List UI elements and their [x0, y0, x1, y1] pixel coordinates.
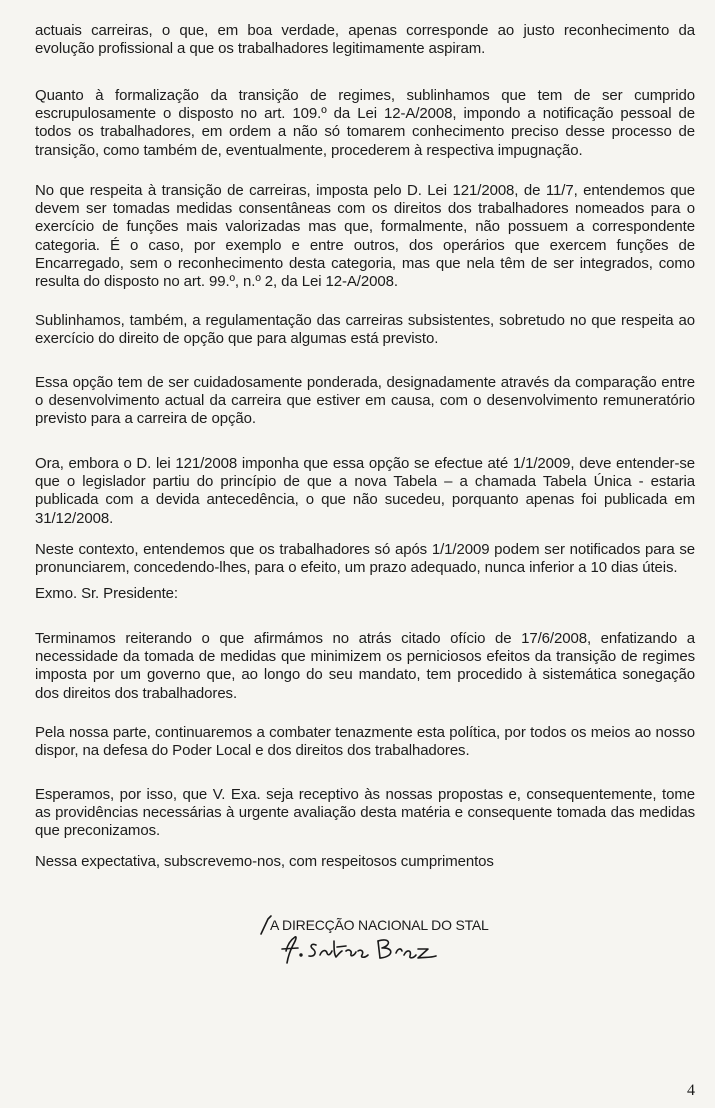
page-number: 4: [687, 1082, 695, 1099]
salutation: Exmo. Sr. Presidente:: [35, 585, 178, 602]
paragraph: Neste contexto, entendemos que os trabalhadores só após 1/1/2009 podem ser notificados para se pronunciarem, concedendo-lhes, para o efeito, um prazo adequado, nunca inferior a 10 dias úteis.: [35, 541, 695, 577]
paragraph: Pela nossa parte, continuaremos a combater tenazmente esta política, por todos os meios ao nosso dispor, na defesa do Poder Local e dos direitos dos trabalhadores.: [35, 724, 695, 760]
paragraph: Essa opção tem de ser cuidadosamente ponderada, designadamente através da comparação entre o desenvolvimento actual da carreira que estiver em causa, com o desenvolvimento remuneratório previsto para a carreira de opção.: [35, 374, 695, 428]
paragraph: No que respeita à transição de carreiras, imposta pelo D. Lei 121/2008, de 11/7, entendemos que devem ser tomadas medidas consentâneas com os direitos dos trabalhadores nomeados para o exercício de funções mais valorizadas mas que, formalmente, não possuem a correspondente categoria. É o caso, por exemplo e entre outros, dos operários que exercem funções de Encarregado, sem o reconhecimento desta categoria, mas que nela têm de ser integrados, como resulta do disposto no art. 99.º, n.º 2, da Lei 12-A/2008.: [35, 182, 695, 291]
closing-line: Nessa expectativa, subscrevemo-nos, com respeitosos cumprimentos: [35, 853, 494, 870]
signature-label: A DIRECÇÃO NACIONAL DO STAL: [270, 917, 489, 933]
handwritten-signature: [258, 913, 558, 983]
paragraph: actuais carreiras, o que, em boa verdade, apenas corresponde ao justo reconhecimento da evolução profissional a que os trabalhadores legitimamente aspiram.: [35, 22, 695, 58]
paragraph: Quanto à formalização da transição de regimes, sublinhamos que tem de ser cumprido escrupulosamente o disposto no art. 109.º da Lei 12-A/2008, impondo a notificação pessoal de todos os trabalhadores, em ordem a não só tomarem conhecimento preciso desse processo de transição, como também de, eventualmente, procederem à respectiva impugnação.: [35, 87, 695, 159]
paragraph: Esperamos, por isso, que V. Exa. seja receptivo às nossas propostas e, consequentemente, tome as providências necessárias à urgente avaliação desta matéria e consequente tomada das medidas que preconizamos.: [35, 786, 695, 840]
paragraph: Terminamos reiterando o que afirmámos no atrás citado ofício de 17/6/2008, enfatizando a necessidade da tomada de medidas que minimizem os perniciosos efeitos da transição de regimes imposta por um governo que, ao longo do seu mandato, tem procedido à sistemática sonegação dos direitos dos trabalhadores.: [35, 630, 695, 702]
paragraph: Sublinhamos, também, a regulamentação das carreiras subsistentes, sobretudo no que respeita ao exercício do direito de opção que para algumas está previsto.: [35, 312, 695, 348]
paragraph: Ora, embora o D. lei 121/2008 imponha que essa opção se efectue até 1/1/2009, deve entender-se que o legislador partiu do princípio de que a nova Tabela – a chamada Tabela Única - estaria publicada com a devida antecedência, o que não sucedeu, porquanto apenas foi publicada em 31/12/2008.: [35, 455, 695, 527]
